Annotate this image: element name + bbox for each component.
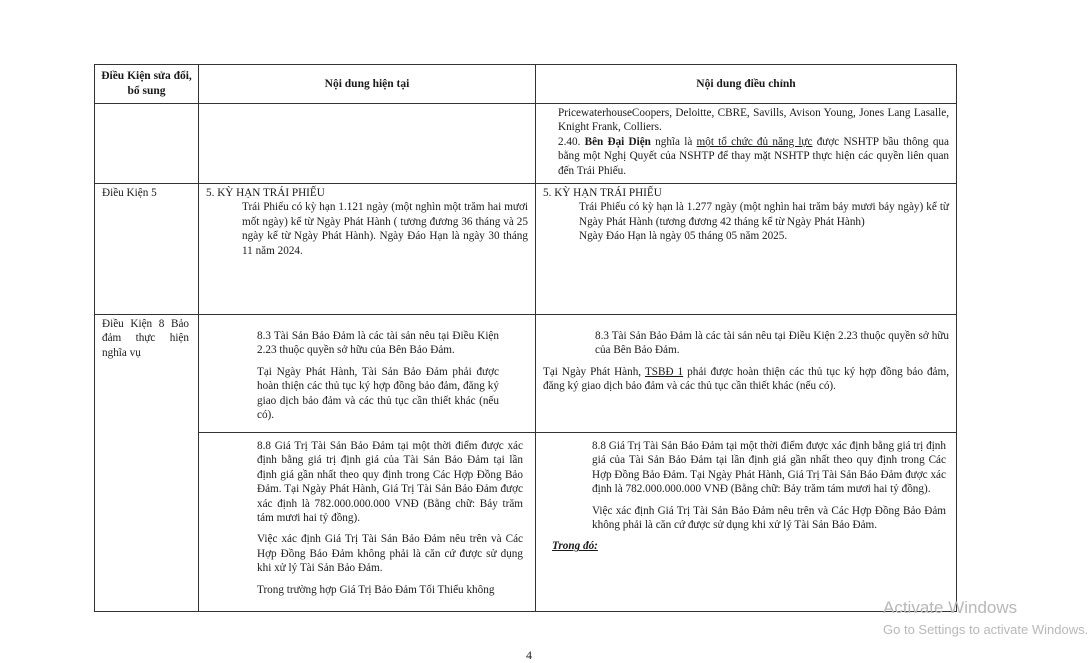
table-row-continuation [95,104,957,184]
revised-8-8-cell [536,433,957,612]
definition-number: 2.40. [558,135,581,148]
continuation-label-cell [95,104,199,184]
current-8-8-minimum-text: Trong trường hợp Giá Trị Bảo Đảm Tối Thiểu không [257,583,495,596]
header-condition: Điều Kiện sửa đổi, bổ sung [95,65,199,104]
revised-8-3-text: 8.3 Tài Sản Bảo Đảm là các tài sản nêu tại Điều Kiện 2.23 thuộc quyền sở hữu của Bên Bảo Đảm. [595,330,949,357]
revised-maturity-date: Ngày Đáo Hạn là ngày 05 tháng 05 năm 2025. [579,230,788,243]
table-row-dieu-kien-8-part-1 [95,315,957,433]
revised-8-3-prefix: Tại Ngày Phát Hành, [543,365,642,378]
tsbd-1-underlined: TSBĐ 1 [644,365,684,378]
revised-term-text: Trái Phiếu có kỳ hạn là 1.277 ngày (một nghìn hai trăm bảy mươi bảy ngày) kể từ Ngày Phát Hành (tương đương 42 tháng kể từ Ngày Phát Hành) [579,201,949,228]
revised-8-3-completion-text [543,365,949,394]
dieu-kien-8-label: Điều Kiện 8 Bảo đảm thực hiện nghĩa vụ [102,318,189,359]
header-current-content: Nội dung hiện tại [199,65,536,104]
revised-8-8-text: 8.8 Giá Trị Tài Sản Bảo Đảm tại một thời điểm được xác định bằng giá trị định giá của Tài Sản Bảo Đảm tại lần định giá gần nhất theo quy định trong Các Hợp Đồng Bảo Đảm. Tại Ngày Phát Hành, Giá Trị Tài Sản Bảo Đảm được xác định là 782.000.000.000 VNĐ (Bằng chữ: Bảy trăm tám mươi hai tỷ đồng). [592,440,946,496]
table-header-row [95,65,957,104]
dieu-kien-8-label-cell [95,315,199,612]
page-number: 4 [526,648,532,662]
current-term-text: Trái Phiếu có kỳ hạn 1.121 ngày (một nghìn một trăm hai mươi mốt ngày) kể từ Ngày Phát Hành ( tương đương 36 tháng và 25 ngày kể từ Ngày Phát Hành). Ngày Đáo Hạn là ngày 30 tháng 11 năm 2024. [242,201,528,257]
definition-term: Bên Đại Diện [584,135,651,148]
amendment-table [94,64,957,612]
definition-underlined-text: một tổ chức đủ năng lực [696,135,813,148]
revised-8-3-cell [536,315,957,433]
definition-connector: nghĩa là [655,135,693,148]
table-row-dieu-kien-5 [95,184,957,315]
watermark-subtitle: Go to Settings to activate Windows. [883,622,1088,637]
table-row-dieu-kien-8-part-2 [95,433,957,612]
current-8-3-cell [199,315,536,433]
auditors-list-text: PricewaterhouseCoopers, Deloitte, CBRE, Savills, Avison Young, Jones Lang Lasalle, Knight Frank, Colliers. [558,107,949,134]
dieu-kien-5-current-cell [199,184,536,315]
revised-8-8-usage-text: Việc xác định Giá Trị Tài Sản Bảo Đảm nêu trên và Các Hợp Đồng Bảo Đảm không phải là căn cứ được sử dụng khi xử lý Tài Sản Bảo Đảm. [592,504,946,532]
dieu-kien-5-label-cell [95,184,199,315]
current-8-8-cell [199,433,536,612]
current-8-3-text: 8.3 Tài Sản Bảo Đảm là các tài sản nêu tại Điều Kiện 2.23 thuộc quyền sở hữu của Bên Bảo Đảm. [257,330,499,357]
header-revised-content: Nội dung điều chỉnh [536,65,957,104]
revised-8-3-suffix: phải được hoàn thiện các thủ tục ký hợp đồng bảo đảm, đăng ký giao dịch bảo đảm và các thủ tục cần thiết khác (nếu có). [543,365,949,393]
continuation-revised-cell [536,104,957,184]
current-8-8-usage-text: Việc xác định Giá Trị Tài Sản Bảo Đảm nêu trên và Các Hợp Đồng Bảo Đảm không phải là căn cứ được sử dụng khi xử lý Tài Sản Bảo Đảm. [257,533,523,575]
definition-2-40 [558,135,949,178]
dieu-kien-5-revised-cell [536,184,957,315]
revised-term-heading: 5. KỲ HẠN TRÁI PHIẾU [543,187,662,199]
current-8-8-text: 8.8 Giá Trị Tài Sản Bảo Đảm tại một thời điểm được xác định bằng giá trị định giá của Tài Sản Bảo Đảm tại lần định giá gần nhất theo quy định trong Các Hợp Đồng Bảo Đảm. Tại Ngày Phát Hành, Giá Trị Tài Sản Bảo Đảm được xác định là 782.000.000.000 VNĐ (Bằng chữ: Bảy trăm tám mươi hai tỷ đồng). [257,440,523,525]
definition-rest: được NSHTP bầu thông qua bằng một Nghị Quyết của NSHTP để thay mặt NSHTP thực hiện các quyền liên quan đến Trái Phiếu. [558,135,949,177]
activate-windows-watermark [883,598,1088,639]
watermark-title: Activate Windows [883,598,1018,617]
current-8-3-completion-text: Tại Ngày Phát Hành, Tài Sản Bảo Đảm phải được hoàn thiện các thủ tục ký hợp đồng bảo đảm, đăng ký giao dịch bảo đảm và các thủ tục cần thiết khác (nếu có). [257,365,499,422]
dieu-kien-5-label: Điều Kiện 5 [102,187,157,199]
current-term-heading: 5. KỲ HẠN TRÁI PHIẾU [206,187,325,199]
revised-8-8-trong-do: Trong đó: [552,540,598,553]
continuation-current-cell [199,104,536,184]
